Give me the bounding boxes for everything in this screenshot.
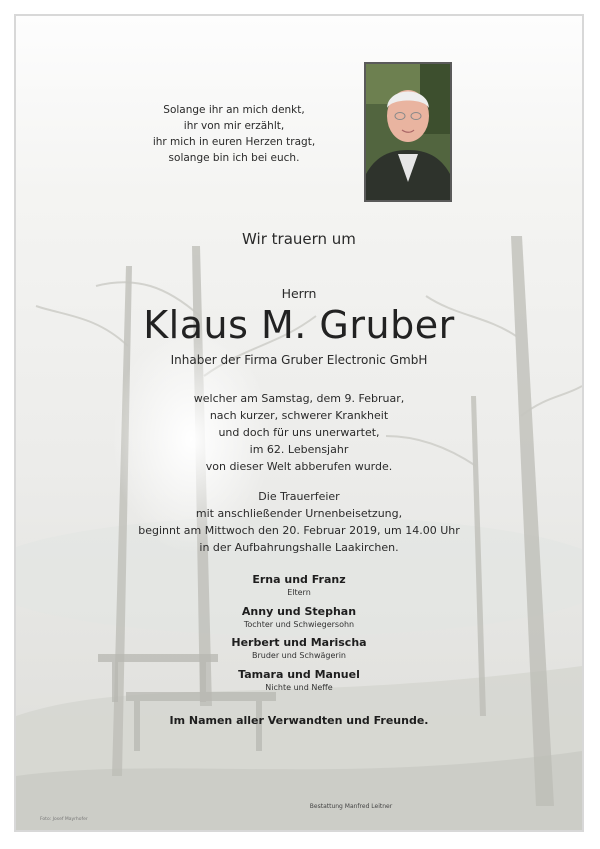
death-text-line: und doch für uns unerwartet, — [218, 426, 380, 439]
death-text-line: nach kurzer, schwerer Krankheit — [209, 409, 389, 422]
family-entry — [16, 605, 582, 630]
family-names: Herbert und Marischa — [231, 636, 367, 649]
death-text-line: im 62. Lebensjahr — [249, 443, 349, 456]
family-relation: Tochter und Schwiegersohn — [243, 620, 355, 629]
ceremony-details — [16, 488, 582, 556]
ceremony-text-line: beginnt am Mittwoch den 20. Februar 2019, um 14.00 Uhr — [138, 524, 460, 537]
obituary-card — [14, 14, 584, 832]
death-announcement — [16, 390, 582, 475]
family-names: Anny und Stephan — [241, 605, 357, 618]
ceremony-text-line: Die Trauerfeier — [258, 490, 340, 503]
poem-line: Solange ihr an mich denkt, — [163, 104, 305, 116]
family-names: Erna und Franz — [252, 573, 346, 586]
poem-line: ihr mich in euren Herzen tragt, — [152, 136, 316, 148]
death-text-line: welcher am Samstag, dem 9. Februar, — [193, 392, 405, 405]
company-line: Inhaber der Firma Gruber Electronic GmbH — [170, 353, 428, 367]
family-entry — [16, 668, 582, 693]
family-relation: Bruder und Schwägerin — [251, 651, 346, 660]
closing-line: Im Namen aller Verwandten und Freunde. — [169, 714, 429, 727]
family-relation: Nichte und Neffe — [265, 683, 333, 692]
announcement-heading: Wir trauern um — [242, 230, 356, 248]
family-relation: Eltern — [287, 588, 311, 597]
ceremony-text-line: mit anschließender Urnenbeisetzung, — [195, 507, 403, 520]
family-entry — [16, 573, 582, 598]
ceremony-text-line: in der Aufbahrungshalle Laakirchen. — [199, 541, 399, 554]
undertaker-credit: Bestattung Manfred Leitner — [309, 803, 393, 810]
portrait-photo — [364, 62, 452, 202]
salutation: Herrn — [281, 286, 317, 301]
photo-credit: Foto: Josef Mayrhofer — [40, 817, 88, 822]
family-names: Tamara und Manuel — [238, 668, 360, 681]
memorial-poem — [134, 102, 334, 166]
family-entry — [16, 636, 582, 661]
deceased-name: Klaus M. Gruber — [143, 303, 455, 347]
poem-line: solange bin ich bei euch. — [168, 152, 300, 164]
death-text-line: von dieser Welt abberufen wurde. — [205, 460, 393, 473]
poem-line: ihr von mir erzählt, — [183, 120, 285, 132]
